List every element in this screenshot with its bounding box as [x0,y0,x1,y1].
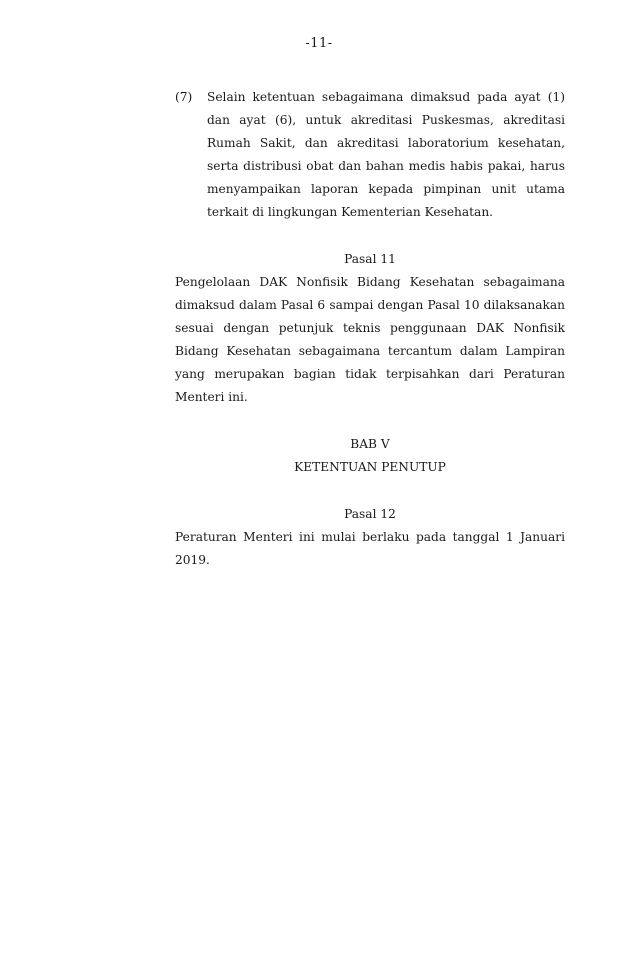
bab-v-subtitle: KETENTUAN PENUTUP [294,460,446,474]
bab-v-heading: BAB V [350,437,390,451]
pasal-11-heading: Pasal 11 [344,252,396,266]
ayat-number: (7) [175,90,193,104]
pasal-12-text: Peraturan Menteri ini mulai berlaku pada tanggal 1 Januari 2019. [175,530,565,567]
ayat-7 [175,86,565,224]
document-body [175,86,565,572]
page-number: -11- [305,36,333,51]
ayat-7-text: Selain ketentuan sebagaimana dimaksud pada ayat (1) dan ayat (6), untuk akreditasi Puskesmas, akreditasi Rumah Sakit, dan akreditasi laboratorium kesehatan, serta distribusi obat dan bahan medis habis pakai, harus menyampaikan laporan kepada pimpinan unit utama terkait di lingkungan Kementerian Kesehatan. [207,90,565,219]
pasal-11-text: Pengelolaan DAK Nonfisik Bidang Kesehatan sebagaimana dimaksud dalam Pasal 6 sampai dengan Pasal 10 dilaksanakan sesuai dengan petunjuk teknis penggunaan DAK Nonfisik Bidang Kesehatan sebagaimana tercantum dalam Lampiran yang merupakan bagian tidak terpisahkan dari Peraturan Menteri ini. [175,275,565,404]
pasal-12-heading: Pasal 12 [344,507,396,521]
